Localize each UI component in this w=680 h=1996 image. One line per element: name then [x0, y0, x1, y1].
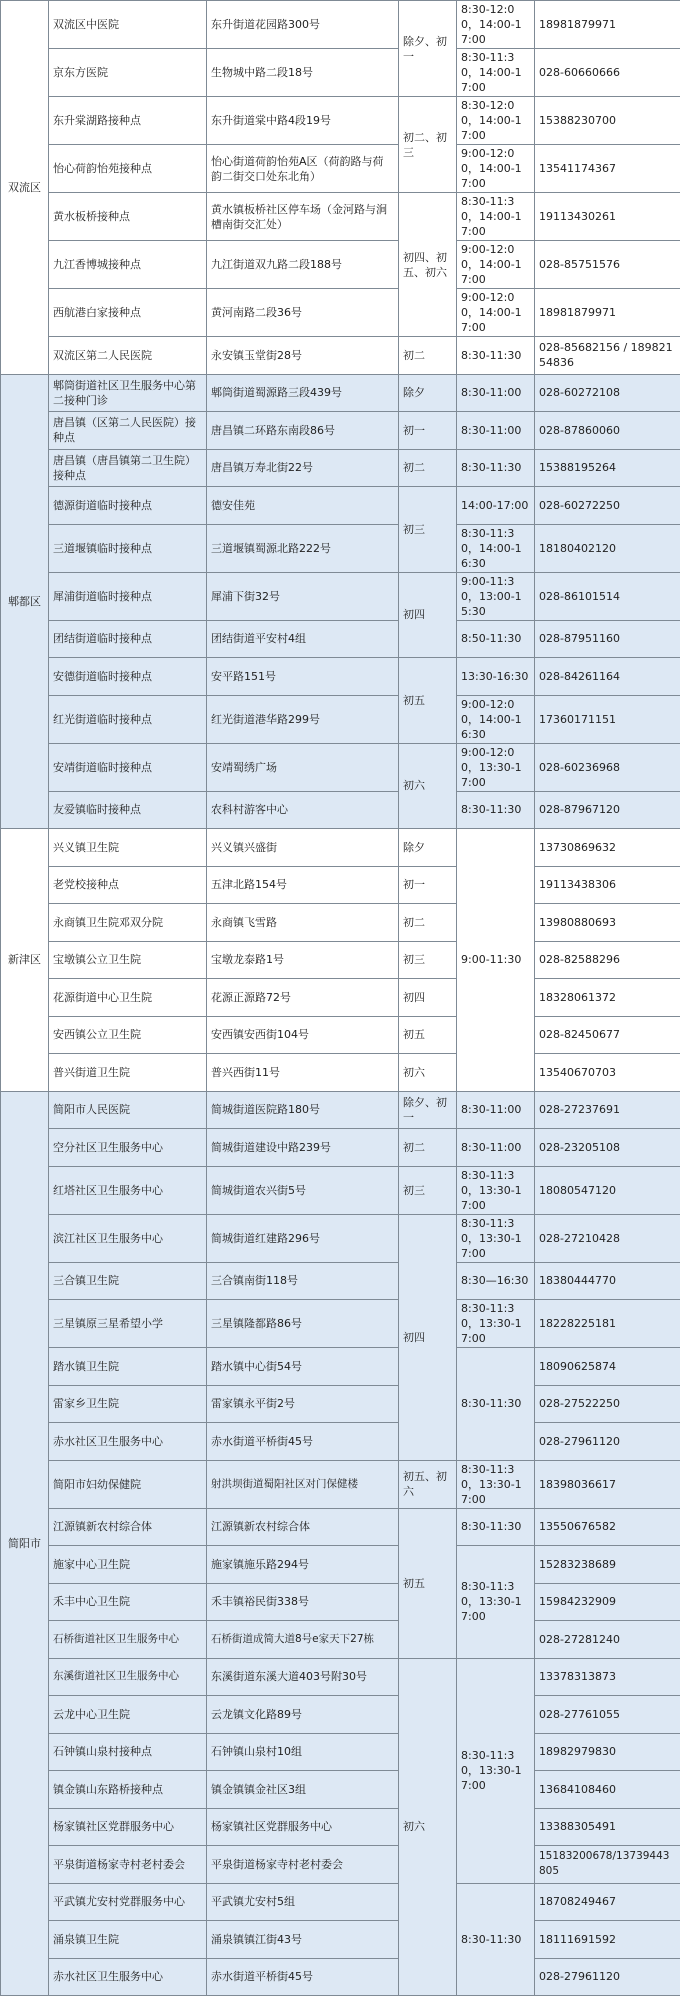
site-name: 郫筒街道社区卫生服务中心第二接种门诊 — [49, 374, 207, 412]
contact-phone: 18981879971 — [535, 1, 680, 49]
site-name: 花源街道中心卫生院 — [49, 979, 207, 1017]
contact-phone: 028-27210428 — [535, 1214, 680, 1262]
open-day: 初五 — [399, 1508, 457, 1658]
site-address: 五津北路154号 — [207, 866, 399, 904]
site-address: 平武镇尤安村5组 — [207, 1883, 399, 1921]
table-row — [1, 1214, 680, 1262]
site-name: 安靖街道临时接种点 — [49, 743, 207, 791]
contact-phone: 19113430261 — [535, 193, 680, 241]
site-name: 三合镇卫生院 — [49, 1262, 207, 1300]
contact-phone: 18080547120 — [535, 1166, 680, 1214]
table-row — [1, 49, 680, 97]
table-row — [1, 524, 680, 572]
open-time: 9:00-11:30 — [457, 829, 535, 1092]
site-address: 云龙镇文化路89号 — [207, 1696, 399, 1734]
district-cell: 双流区 — [1, 1, 49, 375]
site-address: 三道堰镇蜀源北路222号 — [207, 524, 399, 572]
table-row — [1, 412, 680, 450]
site-address: 花源正源路72号 — [207, 979, 399, 1017]
contact-phone: 13684108460 — [535, 1771, 680, 1809]
site-address: 杨家镇社区党群服务中心 — [207, 1808, 399, 1846]
site-name: 云龙中心卫生院 — [49, 1696, 207, 1734]
site-address: 东升街道花园路300号 — [207, 1, 399, 49]
open-time: 8:30-11:30，13:30-17:00 — [457, 1166, 535, 1214]
table-row — [1, 941, 680, 979]
contact-phone: 028-27281240 — [535, 1621, 680, 1659]
table-row — [1, 1733, 680, 1771]
contact-phone: 18982979830 — [535, 1733, 680, 1771]
open-time: 13:30-16:30 — [457, 658, 535, 696]
open-day: 初二 — [399, 449, 457, 487]
open-time: 8:30-11:30 — [457, 791, 535, 829]
table-row — [1, 1771, 680, 1809]
contact-phone: 13980880693 — [535, 904, 680, 942]
open-time: 8:30-11:30，14:00-16:30 — [457, 524, 535, 572]
site-name: 唐昌镇（唐昌镇第二卫生院）接种点 — [49, 449, 207, 487]
open-day: 初四 — [399, 1214, 457, 1460]
table-row — [1, 1846, 680, 1884]
contact-phone: 19113438306 — [535, 866, 680, 904]
contact-phone: 028-60272108 — [535, 374, 680, 412]
table-row — [1, 1921, 680, 1959]
open-day: 初四 — [399, 572, 457, 658]
site-name: 简阳市妇幼保健院 — [49, 1460, 207, 1508]
open-time: 8:30-12:00，14:00-17:00 — [457, 1, 535, 49]
site-name: 平武镇尤安村党群服务中心 — [49, 1883, 207, 1921]
open-day: 初三 — [399, 941, 457, 979]
open-day: 初二 — [399, 904, 457, 942]
site-name: 禾丰中心卫生院 — [49, 1583, 207, 1621]
contact-phone: 13378313873 — [535, 1658, 680, 1696]
table-row — [1, 1262, 680, 1300]
contact-phone: 028-82588296 — [535, 941, 680, 979]
table-row — [1, 743, 680, 791]
open-day: 初六 — [399, 1054, 457, 1092]
table-row — [1, 1658, 680, 1696]
open-day: 初五 — [399, 1016, 457, 1054]
table-row — [1, 658, 680, 696]
site-address: 安西镇安西街104号 — [207, 1016, 399, 1054]
site-name: 西航港白家接种点 — [49, 289, 207, 337]
open-time: 8:30-11:30 — [457, 1508, 535, 1546]
open-time: 9:00-12:00，14:00-17:00 — [457, 145, 535, 193]
open-day: 初二 — [399, 337, 457, 375]
table-row — [1, 695, 680, 743]
site-name: 平泉街道杨家寺村老村委会 — [49, 1846, 207, 1884]
table-row — [1, 1460, 680, 1508]
site-name: 涌泉镇卫生院 — [49, 1921, 207, 1959]
district-cell: 简阳市 — [1, 1091, 49, 1996]
site-name: 怡心荷韵怡苑接种点 — [49, 145, 207, 193]
site-name: 简阳市人民医院 — [49, 1091, 207, 1129]
site-name: 空分社区卫生服务中心 — [49, 1129, 207, 1167]
open-time: 8:30-11:30 — [457, 337, 535, 375]
site-name: 友爱镇临时接种点 — [49, 791, 207, 829]
site-name: 赤水社区卫生服务中心 — [49, 1423, 207, 1461]
site-address: 涌泉镇镇江街43号 — [207, 1921, 399, 1959]
table-row — [1, 620, 680, 658]
table-row — [1, 1958, 680, 1996]
contact-phone: 028-87967120 — [535, 791, 680, 829]
contact-phone: 18111691592 — [535, 1921, 680, 1959]
table-row — [1, 979, 680, 1017]
table-row — [1, 1508, 680, 1546]
site-name: 三星镇原三星希望小学 — [49, 1300, 207, 1348]
table-row — [1, 1583, 680, 1621]
contact-phone: 028-85682156 / 18982154836 — [535, 337, 680, 375]
contact-phone: 15984232909 — [535, 1583, 680, 1621]
contact-phone: 028-87951160 — [535, 620, 680, 658]
open-day: 初一 — [399, 412, 457, 450]
site-name: 宝墩镇公立卫生院 — [49, 941, 207, 979]
contact-phone: 028-60272250 — [535, 487, 680, 525]
site-address: 生物城中路二段18号 — [207, 49, 399, 97]
open-day: 初六 — [399, 743, 457, 829]
table-row — [1, 1091, 680, 1129]
open-time: 8:30-11:30，14:00-17:00 — [457, 49, 535, 97]
site-address: 简城街道农兴街5号 — [207, 1166, 399, 1214]
site-address: 简城街道医院路180号 — [207, 1091, 399, 1129]
site-address: 三星镇隆都路86号 — [207, 1300, 399, 1348]
contact-phone: 15283238689 — [535, 1546, 680, 1584]
site-address: 兴义镇兴盛街 — [207, 829, 399, 867]
open-day: 初六 — [399, 1658, 457, 1996]
site-address: 镇金镇镇金社区3组 — [207, 1771, 399, 1809]
table-row — [1, 791, 680, 829]
contact-phone: 15388195264 — [535, 449, 680, 487]
open-time: 8:30-11:00 — [457, 1091, 535, 1129]
table-row — [1, 449, 680, 487]
contact-phone: 028-86101514 — [535, 572, 680, 620]
open-day: 初四、初五、初六 — [399, 193, 457, 337]
site-name: 红光街道临时接种点 — [49, 695, 207, 743]
site-address: 赤水街道平桥街45号 — [207, 1423, 399, 1461]
contact-phone: 028-27961120 — [535, 1423, 680, 1461]
open-day: 初二 — [399, 1129, 457, 1167]
open-day: 除夕、初一 — [399, 1091, 457, 1129]
contact-phone: 18228225181 — [535, 1300, 680, 1348]
table-row — [1, 904, 680, 942]
site-name: 三道堰镇临时接种点 — [49, 524, 207, 572]
site-name: 犀浦街道临时接种点 — [49, 572, 207, 620]
open-time: 9:00-12:00，13:30-17:00 — [457, 743, 535, 791]
site-name: 双流区中医院 — [49, 1, 207, 49]
contact-phone: 028-84261164 — [535, 658, 680, 696]
site-name: 黄水板桥接种点 — [49, 193, 207, 241]
open-time: 9:00-12:00，14:00-16:30 — [457, 695, 535, 743]
site-name: 镇金镇山东路桥接种点 — [49, 1771, 207, 1809]
table-row — [1, 1129, 680, 1167]
open-time: 8:50-11:30 — [457, 620, 535, 658]
table-row — [1, 1016, 680, 1054]
site-name: 杨家镇社区党群服务中心 — [49, 1808, 207, 1846]
site-address: 唐昌镇万寿北街22号 — [207, 449, 399, 487]
table-row — [1, 1054, 680, 1092]
contact-phone: 18708249467 — [535, 1883, 680, 1921]
site-address: 红光街道港华路299号 — [207, 695, 399, 743]
table-row — [1, 1883, 680, 1921]
open-time: 8:30-11:30，13:30-17:00 — [457, 1658, 535, 1883]
site-name: 赤水社区卫生服务中心 — [49, 1958, 207, 1996]
table-row — [1, 829, 680, 867]
contact-phone: 13550676582 — [535, 1508, 680, 1546]
contact-phone: 18380444770 — [535, 1262, 680, 1300]
site-name: 京东方医院 — [49, 49, 207, 97]
table-row — [1, 1, 680, 49]
site-name: 石钟镇山泉村接种点 — [49, 1733, 207, 1771]
open-time: 8:30-11:30，13:30-17:00 — [457, 1546, 535, 1659]
table-row — [1, 241, 680, 289]
table-row — [1, 1348, 680, 1386]
site-address: 三合镇南街118号 — [207, 1262, 399, 1300]
contact-phone: 028-82450677 — [535, 1016, 680, 1054]
contact-phone: 17360171151 — [535, 695, 680, 743]
open-time: 8:30-11:30，14:00-17:00 — [457, 193, 535, 241]
site-name: 安德街道临时接种点 — [49, 658, 207, 696]
table-row — [1, 1808, 680, 1846]
table-row — [1, 487, 680, 525]
site-address: 怡心街道荷韵怡苑A区（荷韵路与荷韵二街交口处东北角） — [207, 145, 399, 193]
contact-phone: 028-85751576 — [535, 241, 680, 289]
open-time: 8:30-11:30 — [457, 449, 535, 487]
table-row — [1, 1300, 680, 1348]
contact-phone: 028-23205108 — [535, 1129, 680, 1167]
table-row — [1, 1385, 680, 1423]
open-time: 9:00-11:30，13:00-15:30 — [457, 572, 535, 620]
district-cell: 郫都区 — [1, 374, 49, 829]
contact-phone: 13388305491 — [535, 1808, 680, 1846]
table-row — [1, 337, 680, 375]
contact-phone: 028-27237691 — [535, 1091, 680, 1129]
site-address: 犀浦下街32号 — [207, 572, 399, 620]
site-address: 农科村游客中心 — [207, 791, 399, 829]
open-day: 初一 — [399, 866, 457, 904]
site-address: 永安镇玉堂街28号 — [207, 337, 399, 375]
site-address: 黄水镇板桥社区停车场（金河路与涧槽南街交汇处） — [207, 193, 399, 241]
site-address: 德安佳苑 — [207, 487, 399, 525]
open-day: 除夕 — [399, 374, 457, 412]
open-time: 8:30-11:30，13:30-17:00 — [457, 1300, 535, 1348]
site-address: 东溪街道东溪大道403号附30号 — [207, 1658, 399, 1696]
site-address: 平泉街道杨家寺村老村委会 — [207, 1846, 399, 1884]
contact-phone: 028-60236968 — [535, 743, 680, 791]
site-name: 东溪街道社区卫生服务中心 — [49, 1658, 207, 1696]
site-name: 红塔社区卫生服务中心 — [49, 1166, 207, 1214]
open-time: 8:30—16:30 — [457, 1262, 535, 1300]
open-day: 除夕、初一 — [399, 1, 457, 97]
contact-phone: 18090625874 — [535, 1348, 680, 1386]
site-address: 石桥街道成简大道8号e家天下27栋 — [207, 1621, 399, 1659]
open-time: 9:00-12:00，14:00-17:00 — [457, 241, 535, 289]
site-address: 踏水镇中心街54号 — [207, 1348, 399, 1386]
site-name: 安西镇公立卫生院 — [49, 1016, 207, 1054]
contact-phone: 13730869632 — [535, 829, 680, 867]
site-name: 雷家乡卫生院 — [49, 1385, 207, 1423]
contact-phone: 13541174367 — [535, 145, 680, 193]
contact-phone: 028-87860060 — [535, 412, 680, 450]
open-day: 初二、初三 — [399, 97, 457, 193]
table-row — [1, 145, 680, 193]
table-row — [1, 1696, 680, 1734]
site-name: 九江香博城接种点 — [49, 241, 207, 289]
site-name: 双流区第二人民医院 — [49, 337, 207, 375]
open-day: 初三 — [399, 487, 457, 573]
table-row — [1, 572, 680, 620]
site-address: 九江街道双九路二段188号 — [207, 241, 399, 289]
site-address: 东升街道棠中路4段19号 — [207, 97, 399, 145]
site-address: 江源镇新农村综合体 — [207, 1508, 399, 1546]
contact-phone: 15388230700 — [535, 97, 680, 145]
site-name: 石桥街道社区卫生服务中心 — [49, 1621, 207, 1659]
table-row — [1, 1166, 680, 1214]
open-time: 8:30-11:00 — [457, 412, 535, 450]
contact-phone: 18981879971 — [535, 289, 680, 337]
site-name: 德源街道临时接种点 — [49, 487, 207, 525]
site-address: 禾丰镇裕民街338号 — [207, 1583, 399, 1621]
table-row — [1, 1621, 680, 1659]
district-cell: 新津区 — [1, 829, 49, 1092]
open-time: 9:00-12:00，14:00-17:00 — [457, 289, 535, 337]
open-day: 初五 — [399, 658, 457, 744]
contact-phone: 028-27522250 — [535, 1385, 680, 1423]
site-address: 安平路151号 — [207, 658, 399, 696]
site-address: 唐昌镇二环路东南段86号 — [207, 412, 399, 450]
table-row — [1, 866, 680, 904]
contact-phone: 18398036617 — [535, 1460, 680, 1508]
open-time: 8:30-11:30 — [457, 1883, 535, 1996]
contact-phone: 18180402120 — [535, 524, 680, 572]
site-name: 团结街道临时接种点 — [49, 620, 207, 658]
site-address: 简城街道红建路296号 — [207, 1214, 399, 1262]
contact-phone: 15183200678/13739443805 — [535, 1846, 680, 1884]
open-time: 8:30-11:00 — [457, 1129, 535, 1167]
contact-phone: 18328061372 — [535, 979, 680, 1017]
open-time: 8:30-12:00，14:00-17:00 — [457, 97, 535, 145]
contact-phone: 13540670703 — [535, 1054, 680, 1092]
table-row — [1, 1546, 680, 1584]
open-day: 初三 — [399, 1166, 457, 1214]
site-address: 施家镇施乐路294号 — [207, 1546, 399, 1584]
site-address: 永商镇飞雪路 — [207, 904, 399, 942]
site-address: 赤水街道平桥街45号 — [207, 1958, 399, 1996]
table-row — [1, 374, 680, 412]
open-time: 8:30-11:30 — [457, 1348, 535, 1461]
site-name: 普兴街道卫生院 — [49, 1054, 207, 1092]
site-address: 普兴西街11号 — [207, 1054, 399, 1092]
open-day: 初四 — [399, 979, 457, 1017]
open-time: 8:30-11:30，13:30-17:00 — [457, 1214, 535, 1262]
site-name: 老党校接种点 — [49, 866, 207, 904]
table-row — [1, 1423, 680, 1461]
site-address: 宝墩龙泰路1号 — [207, 941, 399, 979]
table-row — [1, 193, 680, 241]
site-address: 郫筒街道蜀源路三段439号 — [207, 374, 399, 412]
open-time: 8:30-11:00 — [457, 374, 535, 412]
site-address: 石钟镇山泉村10组 — [207, 1733, 399, 1771]
site-name: 踏水镇卫生院 — [49, 1348, 207, 1386]
open-time: 8:30-11:30，13:30-17:00 — [457, 1460, 535, 1508]
contact-phone: 028-60660666 — [535, 49, 680, 97]
site-name: 兴义镇卫生院 — [49, 829, 207, 867]
site-name: 施家中心卫生院 — [49, 1546, 207, 1584]
table-row — [1, 97, 680, 145]
site-name: 唐昌镇（区第二人民医院）接种点 — [49, 412, 207, 450]
site-name: 江源镇新农村综合体 — [49, 1508, 207, 1546]
site-address: 射洪坝街道蜀阳社区对门保健楼 — [207, 1460, 399, 1508]
site-address: 简城街道建设中路239号 — [207, 1129, 399, 1167]
site-name: 永商镇卫生院邓双分院 — [49, 904, 207, 942]
site-address: 团结街道平安村4组 — [207, 620, 399, 658]
open-day: 除夕 — [399, 829, 457, 867]
open-time: 14:00-17:00 — [457, 487, 535, 525]
contact-phone: 028-27961120 — [535, 1958, 680, 1996]
site-name: 东升棠湖路接种点 — [49, 97, 207, 145]
site-address: 黄河南路二段36号 — [207, 289, 399, 337]
open-day: 初五、初六 — [399, 1460, 457, 1508]
site-address: 安靖蜀绣广场 — [207, 743, 399, 791]
site-name: 滨江社区卫生服务中心 — [49, 1214, 207, 1262]
table-row — [1, 289, 680, 337]
site-address: 雷家镇永平街2号 — [207, 1385, 399, 1423]
contact-phone: 028-27761055 — [535, 1696, 680, 1734]
